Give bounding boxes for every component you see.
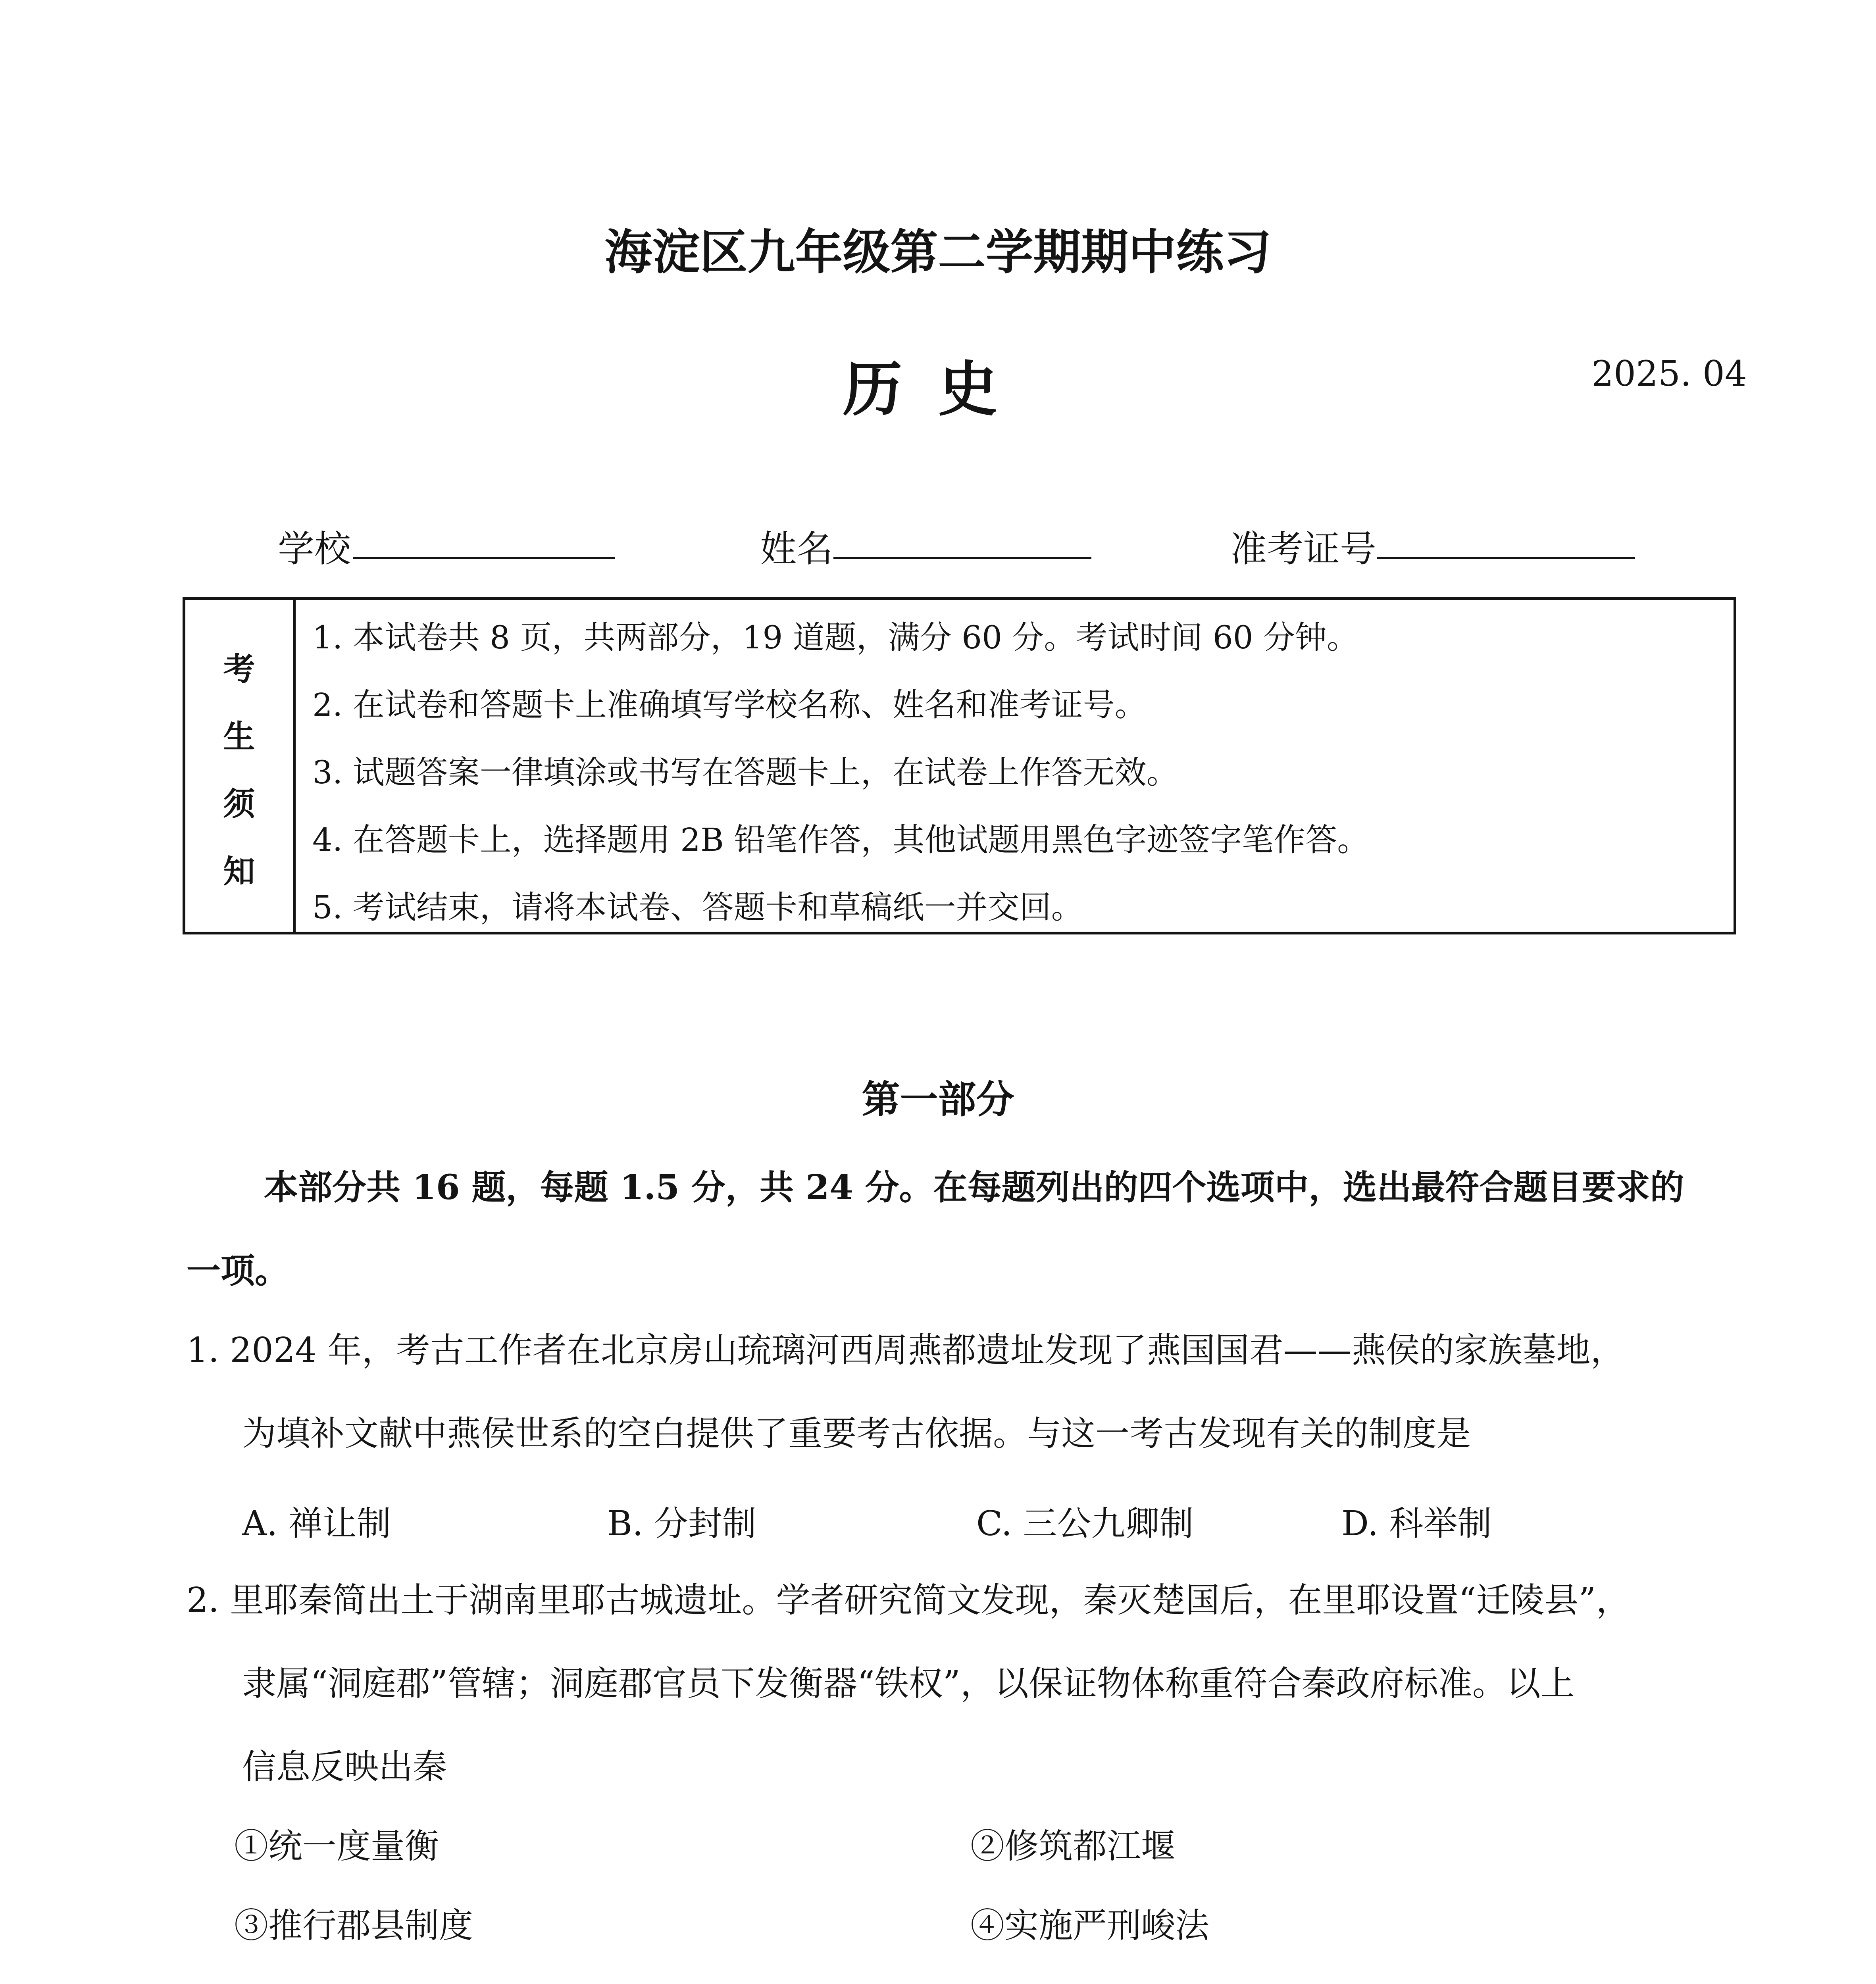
- notice-side-char: 考: [223, 650, 255, 688]
- notice-side-char: 生: [223, 718, 255, 755]
- notice-item: 3. 试题答案一律填涂或书写在答题卡上，在试卷上作答无效。: [312, 754, 1178, 791]
- notice-item: 1. 本试卷共 8 页，共两部分，19 道题，满分 60 分。考试时间 60 分钟。: [312, 619, 1359, 656]
- name-label: 姓名: [760, 528, 833, 570]
- question-1-text-cont: 为填补文献中燕侯世系的空白提供了重要考古依据。与这一考古发现有关的制度是: [242, 1414, 1471, 1453]
- section-instructions: 本部分共 16 题，每题 1.5 分，共 24 分。在每题列出的四个选项中，选出最符合题目要求的: [264, 1167, 1684, 1207]
- exam-date: 2025. 04: [1591, 353, 1747, 394]
- q2-statement-3: ③推行郡县制度: [234, 1906, 473, 1946]
- name-blank[interactable]: [833, 557, 1091, 559]
- exam-notice-box: [183, 597, 1736, 934]
- q1-option-d[interactable]: D. 科举制: [1341, 1504, 1492, 1544]
- notice-side-char: 知: [223, 853, 255, 890]
- notice-item: 4. 在答题卡上，选择题用 2B 铅笔作答，其他试题用黑色字迹签字笔作答。: [312, 821, 1369, 858]
- notice-item: 2. 在试卷和答题卡上准确填写学校名称、姓名和准考证号。: [312, 686, 1147, 723]
- q2-statement-2: ②修筑都江堰: [970, 1826, 1175, 1866]
- school-blank[interactable]: [353, 557, 615, 559]
- notice-side-char: 须: [223, 785, 255, 823]
- school-label: 学校: [278, 528, 351, 570]
- q2-statement-4: ④实施严刑峻法: [970, 1906, 1209, 1946]
- notice-item: 5. 考试结束，请将本试卷、答题卡和草稿纸一并交回。: [312, 889, 1083, 926]
- question-2-text-cont: 信息反映出秦: [242, 1747, 447, 1787]
- q1-option-a[interactable]: A. 禅让制: [242, 1504, 391, 1544]
- q1-option-b[interactable]: B. 分封制: [607, 1504, 756, 1544]
- section-instructions-cont: 一项。: [187, 1251, 289, 1291]
- page-title: 海淀区九年级第二学期期中练习: [604, 224, 1272, 280]
- exam-id-label: 准考证号: [1230, 528, 1377, 570]
- notice-side-label: [185, 600, 296, 932]
- question-2-text-cont: 隶属“洞庭郡”管辖；洞庭郡官员下发衡器“铁权”，以保证物体称重符合秦政府标准。以上: [242, 1664, 1575, 1703]
- q2-statement-1: ①统一度量衡: [234, 1826, 439, 1866]
- question-1-text: 1. 2024 年，考古工作者在北京房山琉璃河西周燕都遗址发现了燕国国君——燕侯的家族墓地，: [187, 1330, 1625, 1370]
- exam-id-blank[interactable]: [1377, 557, 1635, 559]
- q1-option-c[interactable]: C. 三公九卿制: [976, 1504, 1194, 1544]
- section-title: 第一部分: [862, 1077, 1014, 1122]
- subject-title: 历史: [843, 354, 1033, 424]
- question-2-text: 2. 里耶秦简出土于湖南里耶古城遗址。学者研究简文发现，秦灭楚国后，在里耶设置“迁陵县”，: [187, 1580, 1630, 1620]
